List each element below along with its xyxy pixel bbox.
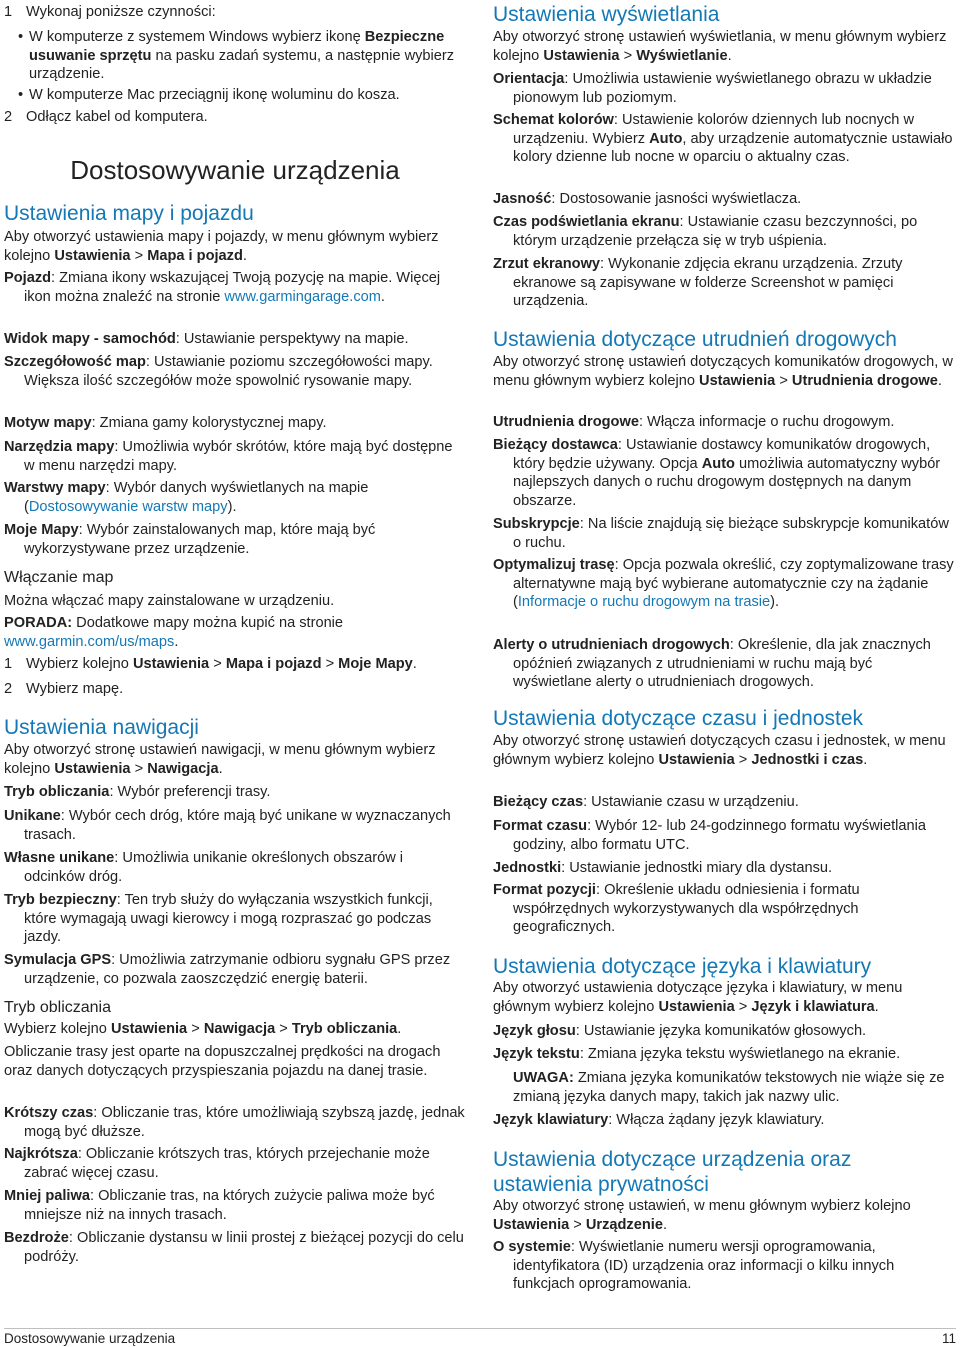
step-1-text: Wykonaj poniższe czynności: [26,4,216,20]
definition: : Określenie układu odniesienia i formatu współrzędnych wykorzystywanych dla współrzędnych geograficznych. [513,882,860,935]
tryb-intro: Wybierz kolejno Ustawienia > Nawigacja > Tryb obliczania. [4,1021,402,1037]
term: Orientacja [493,71,565,87]
menu-ustawienia: Ustawienia [658,998,735,1015]
definition: : Umożliwia wybór skrótów, które mają być dostępne w menu narzędzi mapy. [24,439,453,474]
definition: : Zmiana języka tekstu wyświetlanego na ekranie. [579,1046,901,1062]
term: Własne unikane [4,850,115,866]
def-widok [4,330,466,349]
def-moje-mapy [4,521,466,558]
term: Symulacja GPS [4,952,112,968]
term: Tryb bezpieczny [4,892,117,908]
definition: : Wybór 12- lub 24-godzinnego formatu wyświetlania godziny, albo formatu UTC. [513,818,927,853]
def-motyw [4,414,466,433]
menu-jezyk-i-klawiatura: Język i klawiatura [751,998,875,1015]
term: Krótszy czas [4,1105,94,1121]
term: Moje Mapy [4,522,79,538]
menu-ustawienia: Ustawienia [110,1021,188,1037]
option-auto: Auto [649,130,683,147]
heading-language-settings: Ustawienia dotyczące języka i klawiatury [493,955,872,978]
menu-ustawienia: Ustawienia [54,760,131,777]
heading-wlaczanie-map: Włączanie map [4,569,114,586]
definition: : Ustawienie kolorów dziennych lub nocnych w urządzeniu. Wybierz [513,112,914,147]
menu-ustawienia: Ustawienia [543,47,620,64]
tip-text: Dodatkowe mapy można kupić na stronie [72,615,344,631]
definition: : Obliczanie tras, które umożliwiają szybszą jazdę, jednak mogą być dłuższe. [24,1105,465,1140]
term: Warstwy mapy [4,480,106,496]
heading-tryb-obliczania: Tryb obliczania [4,999,112,1016]
menu-nawigacja: Nawigacja [203,1021,276,1037]
menu-urzadzenie: Urządzenie [585,1216,663,1233]
term: Język tekstu [493,1046,580,1062]
menu-utrudnienia-drogowe: Utrudnienia drogowe [791,372,938,389]
bullet-text: W komputerze Mac przeciągnij ikonę woluminu do kosza. [29,87,400,103]
definition: : Określenie, dla jak znacznych opóźnień związanych z utrudnieniami w ruchu mają być wyświetlane alerty o utrudnieniach drogowych. [513,637,931,690]
heading-map-settings: Ustawienia mapy i pojazdu [4,202,254,225]
definition: : Zmiana gamy kolorystycznej mapy. [91,415,327,431]
term: Alerty o utrudnieniach drogowych [493,637,730,653]
definition: : Wybór preferencji trasy. [109,784,271,800]
heading-display-settings: Ustawienia wyświetlania [493,3,720,26]
step-2-maps [4,680,466,699]
def-orientacja [493,70,955,107]
def-czas-podswietlania [493,213,955,250]
note-label: UWAGA: [513,1070,574,1086]
term: Bieżący czas [493,794,584,810]
term: Czas podświetlania ekranu [493,214,680,230]
step-text: Wybierz kolejno [26,656,133,672]
page-title: Dostosowywanie urządzenia [70,155,400,185]
def-tryb-obliczania [4,783,466,802]
definition: : Obliczanie krótszych tras, których przejechanie może zabrać więcej czasu. [24,1146,430,1181]
def-mniej-paliwa [4,1187,466,1224]
term: Pojazd [4,270,52,286]
menu-nawigacja: Nawigacja [147,760,219,777]
intro-text: Aby otworzyć stronę ustawień nawigacji, w menu głównym wybierz kolejno [4,742,436,777]
garmin-maps-link[interactable]: www.garmin.com/us/maps [4,633,175,650]
term: Format czasu [493,818,588,834]
porada: PORADA: Dodatkowe mapy można kupić na stronie www.garmin.com/us/maps. [4,615,344,650]
def-o-systemie [493,1238,955,1294]
heading-traffic-settings: Ustawienia dotyczące utrudnień drogowych [493,328,897,351]
bullet-mac [4,86,466,105]
term: Zrzut ekranowy [493,256,601,272]
term: Język klawiatury [493,1112,609,1128]
map-intro: Aby otworzyć ustawienia mapy i pojazdy, w menu głównym wybierz kolejno Ustawienia > Mapa i pojazd. [4,229,439,264]
traffic-info-link[interactable]: Informacje o ruchu drogowym na trasie [517,594,771,610]
definition: : Ten tryb służy do wyłączania wszystkich funkcji, które wymagają uwagi kierowcy i mogą rozpraszać go podczas jazdy. [24,892,433,945]
intro-text: Aby otworzyć ustawienia dotyczące języka i klawiatury, w menu głównym wybierz kolejno [493,980,903,1015]
bullet-windows [4,28,466,84]
definition-end: ). [770,594,780,610]
step-number: 1 [4,656,13,672]
term: Schemat kolorów [493,112,614,128]
def-najkrotsza [4,1145,466,1182]
term: Utrudnienia drogowe [493,414,639,430]
term: Format pozycji [493,882,596,898]
term: Widok mapy - samochód [4,331,176,347]
note-uwaga [493,1069,955,1106]
def-zrzut-ekranowy [493,255,955,311]
bullet-bold: Bezpieczne usuwanie sprzętu [29,29,445,64]
term: Jasność [493,191,552,207]
definition: : Ustawianie dostawcy komunikatów drogowych, który będzie używany. Opcja [513,437,931,472]
def-biezacy-czas [493,793,955,812]
definition: : Wybór zainstalowanych map, które mają być wykorzystywane przez urządzenie. [24,522,376,557]
wlaczanie-text: Można włączać mapy zainstalowane w urządzeniu. [4,593,335,609]
page-number: 11 [941,1331,956,1346]
term: Tryb obliczania [4,784,110,800]
menu-mapa-i-pojazd: Mapa i pojazd [225,656,322,672]
display-intro: Aby otworzyć stronę ustawień wyświetlania, w menu głównym wybierz kolejno Ustawienia > Wyświetlanie. [493,29,947,64]
tip-label: PORADA: [4,615,73,631]
term: Język głosu [493,1023,576,1039]
heading-time-settings: Ustawienia dotyczące czasu i jednostek [493,707,864,730]
privacy-intro: Aby otworzyć stronę ustawień, w menu głównym wybierz kolejno Ustawienia > Urządzenie. [493,1198,911,1233]
language-intro: Aby otworzyć ustawienia dotyczące języka i klawiatury, w menu głównym wybierz kolejno Ustawienia > Język i klawiatura. [493,980,903,1015]
definition: : Wybór cech dróg, które mają być unikane w wyznaczanych trasach. [24,808,451,843]
step-2-text: Odłącz kabel od komputera. [26,109,208,125]
definition: : Umożliwia unikanie określonych obszarów i odcinków dróg. [24,850,404,885]
def-alerty [493,636,955,692]
definition: : Włącza żądany język klawiatury. [608,1112,825,1128]
intro-text: Aby otworzyć stronę ustawień wyświetlania, w menu głównym wybierz kolejno [493,29,947,64]
menu-ustawienia: Ustawienia [699,372,776,389]
step-1 [4,3,466,22]
def-jezyk-glosu [493,1022,955,1041]
def-szczegolowosc [4,353,466,390]
definition: : Ustawianie perspektywy na mapie. [175,331,409,347]
def-bezdroze [4,1229,466,1266]
intro-text: Aby otworzyć ustawienia mapy i pojazdy, w menu głównym wybierz kolejno [4,229,439,264]
intro-text: Wybierz kolejno [4,1021,111,1037]
menu-ustawienia: Ustawienia [493,1216,570,1233]
definition: : Ustawianie języka komunikatów głosowych. [575,1023,867,1039]
intro-text: Aby otworzyć stronę ustawień dotyczących czasu i jednostek, w menu głównym wybierz kolejno [493,733,946,768]
time-intro: Aby otworzyć stronę ustawień dotyczących czasu i jednostek, w menu głównym wybierz kolejno Ustawienia > Jednostki i czas. [493,733,946,768]
definition: umożliwia automatyczny wybór najlepszych danych o ruchu drogowym dostępnych na danym obszarze. [513,455,941,509]
definition: : Zmiana ikony wskazującej Twoją pozycję na mapie. Więcej ikon można znaleźć na stronie [24,270,441,305]
def-jezyk-klawiatury [493,1111,955,1130]
def-narzedzia [4,438,466,475]
term: O systemie [493,1239,571,1255]
term: Jednostki [493,860,562,876]
term: Mniej paliwa [4,1188,90,1204]
term: Subskrypcje [493,516,580,532]
footer-divider [4,1328,956,1329]
def-unikane [4,807,466,844]
def-jezyk-tekstu [493,1045,955,1064]
def-symulacja-gps [4,951,466,988]
traffic-intro: Aby otworzyć stronę ustawień dotyczących komunikatów drogowych, w menu głównym wybierz kolejno Ustawienia > Utrudnienia drogowe. [493,354,953,389]
def-krotszy-czas [4,1104,466,1141]
term: Bieżący dostawca [493,437,618,453]
menu-wyswietlanie: Wyświetlanie [636,47,728,64]
term: Motyw mapy [4,415,92,431]
def-utrudnienia-drogowe [493,413,955,432]
definition: : Obliczanie tras, na których zużycie paliwa może być mniejsze niż na innych trasach. [24,1188,435,1223]
warstwy-link[interactable]: Dostosowywanie warstw mapy [28,498,228,515]
definition: : Ustawianie poziomu szczegółowości mapy. Większa ilość szczegółów może spowolnić rysowanie mapy. [24,354,433,389]
menu-tryb-obliczania: Tryb obliczania [291,1021,398,1037]
def-biezacy-dostawca [493,436,955,510]
definition: : Opcja pozwala określić, czy zoptymalizowane trasy alternatywne mają być wybierane automatycznie czy na żądanie ( [513,557,954,610]
definition: , aby urządzenie automatycznie ustawiało kolory dzienne lub nocne w oparciu o aktualny czas. [513,130,953,165]
step-text: Wybierz mapę. [26,681,124,697]
heading-device-privacy-settings: Ustawienia dotyczące urządzenia oraz ustawienia prywatności [493,1148,852,1196]
intro-text: Aby otworzyć stronę ustawień dotyczących komunikatów drogowych, w menu głównym wybierz kolejno [493,354,953,389]
def-pojazd: Pojazd: Zmiana ikony wskazującej Twoją pozycję na mapie. Więcej ikon można znaleźć na stronie www.garmingarage.com. [4,270,441,305]
term: Szczegółowość map [4,354,146,370]
garmingarage-link[interactable]: www.garmingarage.com [224,288,381,305]
definition: : Na liście znajdują się bieżące subskrypcje komunikatów o ruchu. [513,516,949,551]
def-tryb-bezpieczny [4,891,466,947]
step-number: 1 [4,4,13,20]
option-auto: Auto [701,455,735,472]
menu-mapa-i-pojazd: Mapa i pojazd [147,247,243,264]
definition: : Umożliwia zatrzymanie odbioru sygnału GPS przez urządzenie, co pozwala zaoszczędzić energię baterii. [24,952,451,987]
definition: : Ustawianie czasu w urządzeniu. [583,794,799,810]
term: Bezdroże [4,1230,69,1246]
intro-text: Aby otworzyć stronę ustawień, w menu głównym wybierz kolejno [493,1198,911,1214]
menu-moje-mapy: Moje Mapy [338,656,413,672]
term: Unikane [4,808,61,824]
menu-ustawienia: Ustawienia [132,656,210,672]
definition: : Włącza informacje o ruchu drogowym. [638,414,895,430]
footer-title: Dostosowywanie urządzenia [4,1331,176,1346]
definition: : Ustawianie jednostki miary dla dystansu. [561,860,833,876]
term: Narzędzia mapy [4,439,115,455]
definition: : Wykonanie zdjęcia ekranu urządzenia. Zrzuty ekranowe są zapisywane w folderze Screenshot w pamięci urządzenia. [513,256,903,309]
obliczanie-text: Obliczanie trasy jest oparte na dopuszczalnej prędkości na drogach oraz danych dotyczących przyspieszania pojazdu na danej trasie. [4,1044,441,1079]
def-format-czasu [493,817,955,854]
step-2 [4,108,466,127]
term: Najkrótsza [4,1146,78,1162]
definition: : Wyświetlanie numeru wersji oprogramowania, identyfikatora (ID) urządzenia oraz informacji o kilku innych funkcjach oprogramowania. [513,1239,895,1292]
definition: : Obliczanie dystansu w linii prostej z bieżącej pozycji do celu podróży. [24,1230,464,1265]
def-jednostki [493,859,955,878]
definition: : Ustawianie czasu bezczynności, po którym urządzenie przełącza się w tryb uśpienia. [513,214,918,249]
definition: : Umożliwia ustawienie wyświetlanego obrazu w układzie pionowym lub poziomym. [513,71,932,106]
def-warstwy [4,479,466,516]
def-format-pozycji [493,881,955,937]
term: Optymalizuj trasę [493,557,615,573]
def-wlasne-unikane [4,849,466,886]
separator: > [130,247,148,264]
nav-intro: Aby otworzyć stronę ustawień nawigacji, w menu głównym wybierz kolejno Ustawienia > Nawigacja. [4,742,436,777]
menu-ustawienia: Ustawienia [54,247,131,264]
bullet-text: na pasku zadań systemu, a następnie wybierz urządzenie. [29,47,455,82]
def-schemat-kolorow [493,111,955,167]
menu-ustawienia: Ustawienia [658,751,735,768]
note-text: Zmiana języka komunikatów tekstowych nie wiąże się ze zmianą języka danych mapy, takich jak nazwy ulic. [513,1070,945,1105]
step-number: 2 [4,681,13,697]
bullet-text: W komputerze z systemem Windows wybierz ikonę [29,29,365,45]
step-1-maps: 1 Wybierz kolejno Ustawienia > Mapa i pojazd > Moje Mapy. [4,656,417,672]
definition-end: ). [227,498,237,515]
def-subskrypcje [493,515,955,552]
definition: : Dostosowanie jasności wyświetlacza. [551,191,802,207]
heading-navigation-settings: Ustawienia nawigacji [4,716,199,739]
def-optymalizuj-trase [493,556,955,612]
definition: : Wybór danych wyświetlanych na mapie ( [24,480,369,515]
menu-jednostki-i-czas: Jednostki i czas [751,751,864,768]
def-jasnosc [493,190,955,209]
step-number: 2 [4,109,13,125]
